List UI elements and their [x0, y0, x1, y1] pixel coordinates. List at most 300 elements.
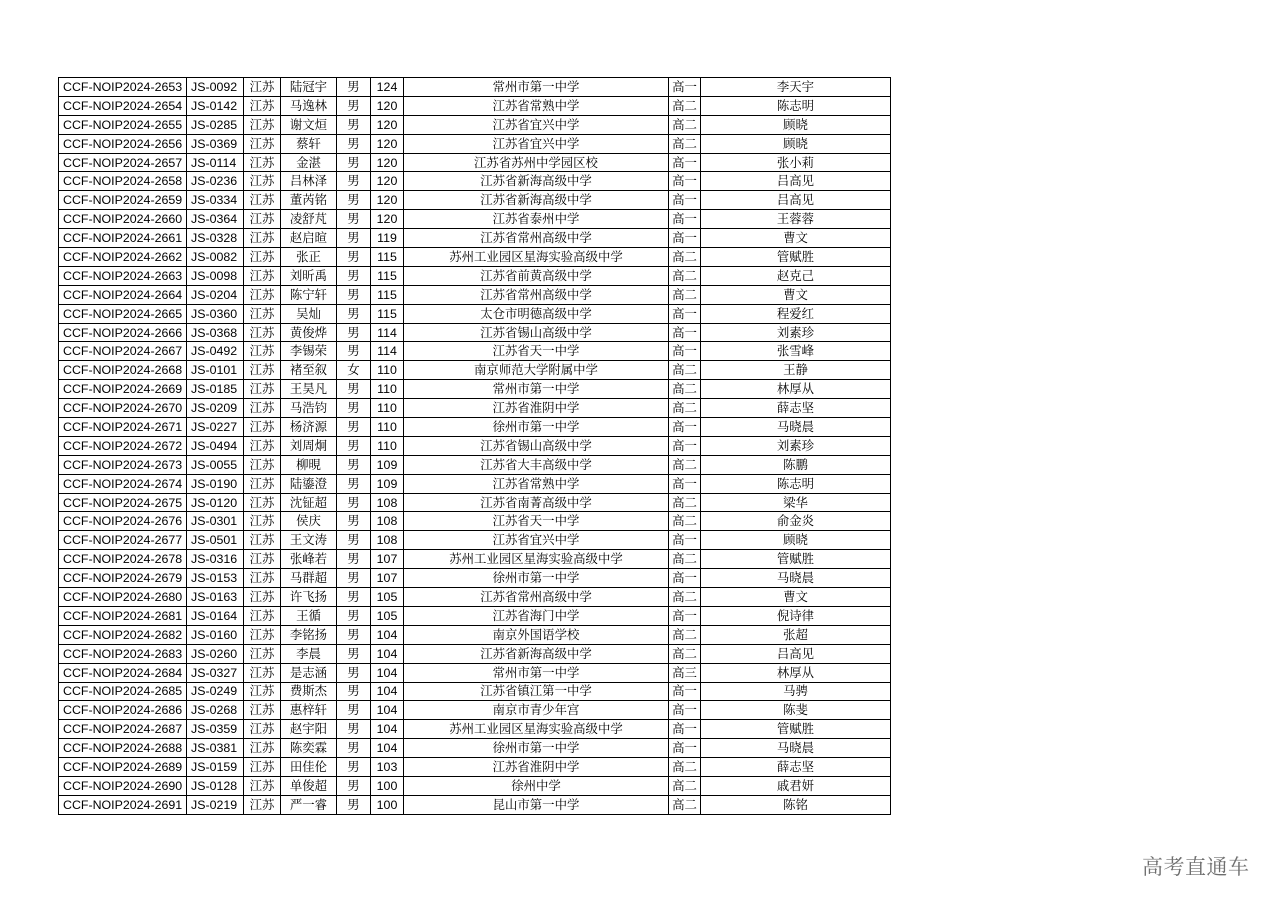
table-row [59, 78, 891, 97]
coach-cell: 顾晓 [701, 115, 891, 134]
school-cell: 江苏省常熟中学 [404, 474, 669, 493]
gender-cell: 男 [337, 285, 371, 304]
table-row [59, 720, 891, 739]
table-row [59, 304, 891, 323]
exam-id-cell: JS-0120 [187, 493, 244, 512]
table-row [59, 455, 891, 474]
province-cell: 江苏 [244, 172, 281, 191]
school-cell: 江苏省天一中学 [404, 342, 669, 361]
exam-id-cell: JS-0055 [187, 455, 244, 474]
school-cell: 江苏省泰州中学 [404, 210, 669, 229]
coach-cell: 梁华 [701, 493, 891, 512]
coach-cell: 薛志坚 [701, 758, 891, 777]
exam-id-cell: JS-0160 [187, 625, 244, 644]
student-name-cell: 吴灿 [281, 304, 337, 323]
grade-cell: 高一 [669, 229, 701, 248]
entry-id-cell: CCF-NOIP2024-2655 [59, 115, 187, 134]
school-cell: 苏州工业园区星海实验高级中学 [404, 248, 669, 267]
gender-cell: 男 [337, 625, 371, 644]
student-name-cell: 刘昕禹 [281, 266, 337, 285]
student-name-cell: 王文涛 [281, 531, 337, 550]
entry-id-cell: CCF-NOIP2024-2675 [59, 493, 187, 512]
grade-cell: 高一 [669, 436, 701, 455]
province-cell: 江苏 [244, 115, 281, 134]
school-cell: 徐州市第一中学 [404, 418, 669, 437]
gender-cell: 男 [337, 172, 371, 191]
exam-id-cell: JS-0249 [187, 682, 244, 701]
school-cell: 江苏省大丰高级中学 [404, 455, 669, 474]
province-cell: 江苏 [244, 191, 281, 210]
province-cell: 江苏 [244, 550, 281, 569]
entry-id-cell: CCF-NOIP2024-2686 [59, 701, 187, 720]
grade-cell: 高二 [669, 588, 701, 607]
gender-cell: 男 [337, 115, 371, 134]
school-cell: 江苏省镇江第一中学 [404, 682, 669, 701]
results-table [58, 77, 891, 815]
score-cell: 104 [371, 644, 404, 663]
grade-cell: 高一 [669, 739, 701, 758]
grade-cell: 高二 [669, 134, 701, 153]
score-cell: 120 [371, 96, 404, 115]
table-row [59, 172, 891, 191]
student-name-cell: 黄俊烨 [281, 323, 337, 342]
entry-id-cell: CCF-NOIP2024-2687 [59, 720, 187, 739]
student-name-cell: 马浩钧 [281, 399, 337, 418]
entry-id-cell: CCF-NOIP2024-2669 [59, 380, 187, 399]
score-cell: 108 [371, 512, 404, 531]
coach-cell: 李天宇 [701, 78, 891, 97]
student-name-cell: 张峰若 [281, 550, 337, 569]
score-cell: 103 [371, 758, 404, 777]
gender-cell: 男 [337, 342, 371, 361]
entry-id-cell: CCF-NOIP2024-2662 [59, 248, 187, 267]
student-name-cell: 张正 [281, 248, 337, 267]
table-row [59, 474, 891, 493]
coach-cell: 陈志明 [701, 96, 891, 115]
student-name-cell: 陈宁轩 [281, 285, 337, 304]
score-cell: 109 [371, 455, 404, 474]
score-cell: 104 [371, 625, 404, 644]
school-cell: 江苏省前黄高级中学 [404, 266, 669, 285]
school-cell: 江苏省常州高级中学 [404, 588, 669, 607]
table-row [59, 323, 891, 342]
exam-id-cell: JS-0368 [187, 323, 244, 342]
gender-cell: 男 [337, 739, 371, 758]
gender-cell: 男 [337, 682, 371, 701]
school-cell: 江苏省新海高级中学 [404, 644, 669, 663]
grade-cell: 高一 [669, 606, 701, 625]
entry-id-cell: CCF-NOIP2024-2653 [59, 78, 187, 97]
entry-id-cell: CCF-NOIP2024-2670 [59, 399, 187, 418]
watermark: 高考直通车 [1142, 856, 1250, 879]
province-cell: 江苏 [244, 96, 281, 115]
school-cell: 江苏省天一中学 [404, 512, 669, 531]
student-name-cell: 侯庆 [281, 512, 337, 531]
gender-cell: 男 [337, 380, 371, 399]
table-row [59, 550, 891, 569]
coach-cell: 薛志坚 [701, 399, 891, 418]
table-row [59, 96, 891, 115]
table-row [59, 342, 891, 361]
province-cell: 江苏 [244, 455, 281, 474]
grade-cell: 高二 [669, 493, 701, 512]
score-cell: 104 [371, 663, 404, 682]
score-cell: 108 [371, 493, 404, 512]
province-cell: 江苏 [244, 644, 281, 663]
student-name-cell: 凌舒芃 [281, 210, 337, 229]
province-cell: 江苏 [244, 682, 281, 701]
entry-id-cell: CCF-NOIP2024-2668 [59, 361, 187, 380]
student-name-cell: 吕林泽 [281, 172, 337, 191]
gender-cell: 男 [337, 266, 371, 285]
gender-cell: 男 [337, 210, 371, 229]
exam-id-cell: JS-0142 [187, 96, 244, 115]
grade-cell: 高一 [669, 172, 701, 191]
grade-cell: 高一 [669, 474, 701, 493]
student-name-cell: 赵宇阳 [281, 720, 337, 739]
score-cell: 120 [371, 172, 404, 191]
entry-id-cell: CCF-NOIP2024-2660 [59, 210, 187, 229]
school-cell: 江苏省宜兴中学 [404, 115, 669, 134]
coach-cell: 王静 [701, 361, 891, 380]
province-cell: 江苏 [244, 229, 281, 248]
school-cell: 南京市青少年宫 [404, 701, 669, 720]
entry-id-cell: CCF-NOIP2024-2679 [59, 569, 187, 588]
score-cell: 115 [371, 266, 404, 285]
score-cell: 107 [371, 569, 404, 588]
grade-cell: 高三 [669, 663, 701, 682]
table-row [59, 361, 891, 380]
grade-cell: 高二 [669, 115, 701, 134]
school-cell: 徐州市第一中学 [404, 739, 669, 758]
score-cell: 120 [371, 115, 404, 134]
score-cell: 110 [371, 399, 404, 418]
school-cell: 太仓市明德高级中学 [404, 304, 669, 323]
exam-id-cell: JS-0369 [187, 134, 244, 153]
table-row [59, 531, 891, 550]
gender-cell: 男 [337, 78, 371, 97]
score-cell: 120 [371, 191, 404, 210]
school-cell: 江苏省新海高级中学 [404, 172, 669, 191]
coach-cell: 王蓉蓉 [701, 210, 891, 229]
grade-cell: 高二 [669, 266, 701, 285]
exam-id-cell: JS-0219 [187, 795, 244, 814]
gender-cell: 男 [337, 153, 371, 172]
grade-cell: 高二 [669, 248, 701, 267]
province-cell: 江苏 [244, 248, 281, 267]
coach-cell: 曹文 [701, 229, 891, 248]
province-cell: 江苏 [244, 531, 281, 550]
coach-cell: 戚君妍 [701, 776, 891, 795]
table-row [59, 776, 891, 795]
grade-cell: 高一 [669, 210, 701, 229]
school-cell: 常州市第一中学 [404, 380, 669, 399]
exam-id-cell: JS-0492 [187, 342, 244, 361]
entry-id-cell: CCF-NOIP2024-2690 [59, 776, 187, 795]
grade-cell: 高二 [669, 644, 701, 663]
entry-id-cell: CCF-NOIP2024-2685 [59, 682, 187, 701]
province-cell: 江苏 [244, 606, 281, 625]
grade-cell: 高一 [669, 191, 701, 210]
student-name-cell: 许飞扬 [281, 588, 337, 607]
score-cell: 104 [371, 701, 404, 720]
coach-cell: 马晓晨 [701, 418, 891, 437]
province-cell: 江苏 [244, 758, 281, 777]
score-cell: 107 [371, 550, 404, 569]
score-cell: 114 [371, 323, 404, 342]
grade-cell: 高一 [669, 720, 701, 739]
grade-cell: 高二 [669, 380, 701, 399]
student-name-cell: 谢文烜 [281, 115, 337, 134]
table-row [59, 436, 891, 455]
student-name-cell: 是志涵 [281, 663, 337, 682]
coach-cell: 吕高见 [701, 644, 891, 663]
coach-cell: 程爱红 [701, 304, 891, 323]
table-row [59, 493, 891, 512]
table-row [59, 512, 891, 531]
gender-cell: 男 [337, 229, 371, 248]
gender-cell: 男 [337, 323, 371, 342]
exam-id-cell: JS-0128 [187, 776, 244, 795]
school-cell: 常州市第一中学 [404, 663, 669, 682]
exam-id-cell: JS-0328 [187, 229, 244, 248]
exam-id-cell: JS-0327 [187, 663, 244, 682]
student-name-cell: 严一睿 [281, 795, 337, 814]
exam-id-cell: JS-0185 [187, 380, 244, 399]
grade-cell: 高二 [669, 795, 701, 814]
exam-id-cell: JS-0236 [187, 172, 244, 191]
coach-cell: 顾晓 [701, 134, 891, 153]
entry-id-cell: CCF-NOIP2024-2666 [59, 323, 187, 342]
exam-id-cell: JS-0101 [187, 361, 244, 380]
entry-id-cell: CCF-NOIP2024-2661 [59, 229, 187, 248]
province-cell: 江苏 [244, 720, 281, 739]
entry-id-cell: CCF-NOIP2024-2680 [59, 588, 187, 607]
gender-cell: 男 [337, 455, 371, 474]
school-cell: 江苏省宜兴中学 [404, 531, 669, 550]
grade-cell: 高一 [669, 153, 701, 172]
table-row [59, 625, 891, 644]
province-cell: 江苏 [244, 361, 281, 380]
table-row [59, 229, 891, 248]
gender-cell: 男 [337, 134, 371, 153]
table-row [59, 739, 891, 758]
entry-id-cell: CCF-NOIP2024-2672 [59, 436, 187, 455]
coach-cell: 张雪峰 [701, 342, 891, 361]
gender-cell: 男 [337, 758, 371, 777]
score-cell: 105 [371, 606, 404, 625]
entry-id-cell: CCF-NOIP2024-2659 [59, 191, 187, 210]
province-cell: 江苏 [244, 153, 281, 172]
table-row [59, 134, 891, 153]
student-name-cell: 陆鎏澄 [281, 474, 337, 493]
score-cell: 120 [371, 210, 404, 229]
coach-cell: 张小莉 [701, 153, 891, 172]
gender-cell: 男 [337, 436, 371, 455]
student-name-cell: 单俊超 [281, 776, 337, 795]
province-cell: 江苏 [244, 323, 281, 342]
table-row [59, 153, 891, 172]
student-name-cell: 蔡轩 [281, 134, 337, 153]
province-cell: 江苏 [244, 266, 281, 285]
student-name-cell: 惠梓轩 [281, 701, 337, 720]
table-row [59, 569, 891, 588]
exam-id-cell: JS-0209 [187, 399, 244, 418]
entry-id-cell: CCF-NOIP2024-2658 [59, 172, 187, 191]
student-name-cell: 杨济源 [281, 418, 337, 437]
province-cell: 江苏 [244, 78, 281, 97]
entry-id-cell: CCF-NOIP2024-2671 [59, 418, 187, 437]
school-cell: 江苏省海门中学 [404, 606, 669, 625]
entry-id-cell: CCF-NOIP2024-2673 [59, 455, 187, 474]
table-row [59, 588, 891, 607]
gender-cell: 男 [337, 304, 371, 323]
school-cell: 江苏省常州高级中学 [404, 229, 669, 248]
student-name-cell: 李晨 [281, 644, 337, 663]
gender-cell: 女 [337, 361, 371, 380]
province-cell: 江苏 [244, 795, 281, 814]
coach-cell: 吕高见 [701, 191, 891, 210]
coach-cell: 管赋胜 [701, 248, 891, 267]
score-cell: 110 [371, 380, 404, 399]
province-cell: 江苏 [244, 588, 281, 607]
coach-cell: 刘素珍 [701, 436, 891, 455]
table-row [59, 191, 891, 210]
grade-cell: 高一 [669, 304, 701, 323]
province-cell: 江苏 [244, 399, 281, 418]
entry-id-cell: CCF-NOIP2024-2674 [59, 474, 187, 493]
table-row [59, 701, 891, 720]
gender-cell: 男 [337, 606, 371, 625]
coach-cell: 吕高见 [701, 172, 891, 191]
score-cell: 104 [371, 682, 404, 701]
grade-cell: 高一 [669, 418, 701, 437]
table-row [59, 606, 891, 625]
coach-cell: 林厚从 [701, 380, 891, 399]
score-cell: 109 [371, 474, 404, 493]
province-cell: 江苏 [244, 342, 281, 361]
score-cell: 110 [371, 436, 404, 455]
entry-id-cell: CCF-NOIP2024-2663 [59, 266, 187, 285]
entry-id-cell: CCF-NOIP2024-2691 [59, 795, 187, 814]
table-row [59, 682, 891, 701]
gender-cell: 男 [337, 191, 371, 210]
grade-cell: 高一 [669, 78, 701, 97]
exam-id-cell: JS-0501 [187, 531, 244, 550]
entry-id-cell: CCF-NOIP2024-2688 [59, 739, 187, 758]
results-table-body [59, 78, 891, 815]
gender-cell: 男 [337, 701, 371, 720]
coach-cell: 管赋胜 [701, 720, 891, 739]
student-name-cell: 金湛 [281, 153, 337, 172]
exam-id-cell: JS-0190 [187, 474, 244, 493]
gender-cell: 男 [337, 96, 371, 115]
entry-id-cell: CCF-NOIP2024-2689 [59, 758, 187, 777]
coach-cell: 顾晓 [701, 531, 891, 550]
province-cell: 江苏 [244, 663, 281, 682]
score-cell: 100 [371, 795, 404, 814]
exam-id-cell: JS-0316 [187, 550, 244, 569]
coach-cell: 马晓晨 [701, 569, 891, 588]
entry-id-cell: CCF-NOIP2024-2684 [59, 663, 187, 682]
gender-cell: 男 [337, 644, 371, 663]
table-row [59, 380, 891, 399]
province-cell: 江苏 [244, 625, 281, 644]
coach-cell: 林厚从 [701, 663, 891, 682]
exam-id-cell: JS-0381 [187, 739, 244, 758]
exam-id-cell: JS-0114 [187, 153, 244, 172]
student-name-cell: 赵启暄 [281, 229, 337, 248]
gender-cell: 男 [337, 795, 371, 814]
table-row [59, 210, 891, 229]
gender-cell: 男 [337, 588, 371, 607]
score-cell: 119 [371, 229, 404, 248]
exam-id-cell: JS-0364 [187, 210, 244, 229]
grade-cell: 高二 [669, 361, 701, 380]
province-cell: 江苏 [244, 304, 281, 323]
score-cell: 120 [371, 153, 404, 172]
table-row [59, 418, 891, 437]
gender-cell: 男 [337, 720, 371, 739]
coach-cell: 马骋 [701, 682, 891, 701]
coach-cell: 曹文 [701, 285, 891, 304]
entry-id-cell: CCF-NOIP2024-2657 [59, 153, 187, 172]
exam-id-cell: JS-0159 [187, 758, 244, 777]
coach-cell: 陈鹏 [701, 455, 891, 474]
student-name-cell: 李锡荣 [281, 342, 337, 361]
coach-cell: 曹文 [701, 588, 891, 607]
grade-cell: 高一 [669, 323, 701, 342]
score-cell: 110 [371, 361, 404, 380]
entry-id-cell: CCF-NOIP2024-2681 [59, 606, 187, 625]
score-cell: 100 [371, 776, 404, 795]
school-cell: 江苏省苏州中学园区校 [404, 153, 669, 172]
province-cell: 江苏 [244, 134, 281, 153]
entry-id-cell: CCF-NOIP2024-2682 [59, 625, 187, 644]
student-name-cell: 王循 [281, 606, 337, 625]
entry-id-cell: CCF-NOIP2024-2667 [59, 342, 187, 361]
school-cell: 江苏省南菁高级中学 [404, 493, 669, 512]
student-name-cell: 褚至叙 [281, 361, 337, 380]
exam-id-cell: JS-0163 [187, 588, 244, 607]
school-cell: 江苏省常州高级中学 [404, 285, 669, 304]
exam-id-cell: JS-0334 [187, 191, 244, 210]
entry-id-cell: CCF-NOIP2024-2678 [59, 550, 187, 569]
gender-cell: 男 [337, 248, 371, 267]
student-name-cell: 李铭扬 [281, 625, 337, 644]
school-cell: 徐州中学 [404, 776, 669, 795]
student-name-cell: 刘周炯 [281, 436, 337, 455]
school-cell: 昆山市第一中学 [404, 795, 669, 814]
gender-cell: 男 [337, 399, 371, 418]
entry-id-cell: CCF-NOIP2024-2654 [59, 96, 187, 115]
school-cell: 江苏省新海高级中学 [404, 191, 669, 210]
grade-cell: 高二 [669, 455, 701, 474]
entry-id-cell: CCF-NOIP2024-2664 [59, 285, 187, 304]
score-cell: 115 [371, 248, 404, 267]
grade-cell: 高二 [669, 776, 701, 795]
school-cell: 徐州市第一中学 [404, 569, 669, 588]
exam-id-cell: JS-0098 [187, 266, 244, 285]
score-cell: 115 [371, 285, 404, 304]
coach-cell: 刘素珍 [701, 323, 891, 342]
school-cell: 南京外国语学校 [404, 625, 669, 644]
student-name-cell: 王昊凡 [281, 380, 337, 399]
school-cell: 常州市第一中学 [404, 78, 669, 97]
table-row [59, 266, 891, 285]
score-cell: 115 [371, 304, 404, 323]
school-cell: 江苏省宜兴中学 [404, 134, 669, 153]
